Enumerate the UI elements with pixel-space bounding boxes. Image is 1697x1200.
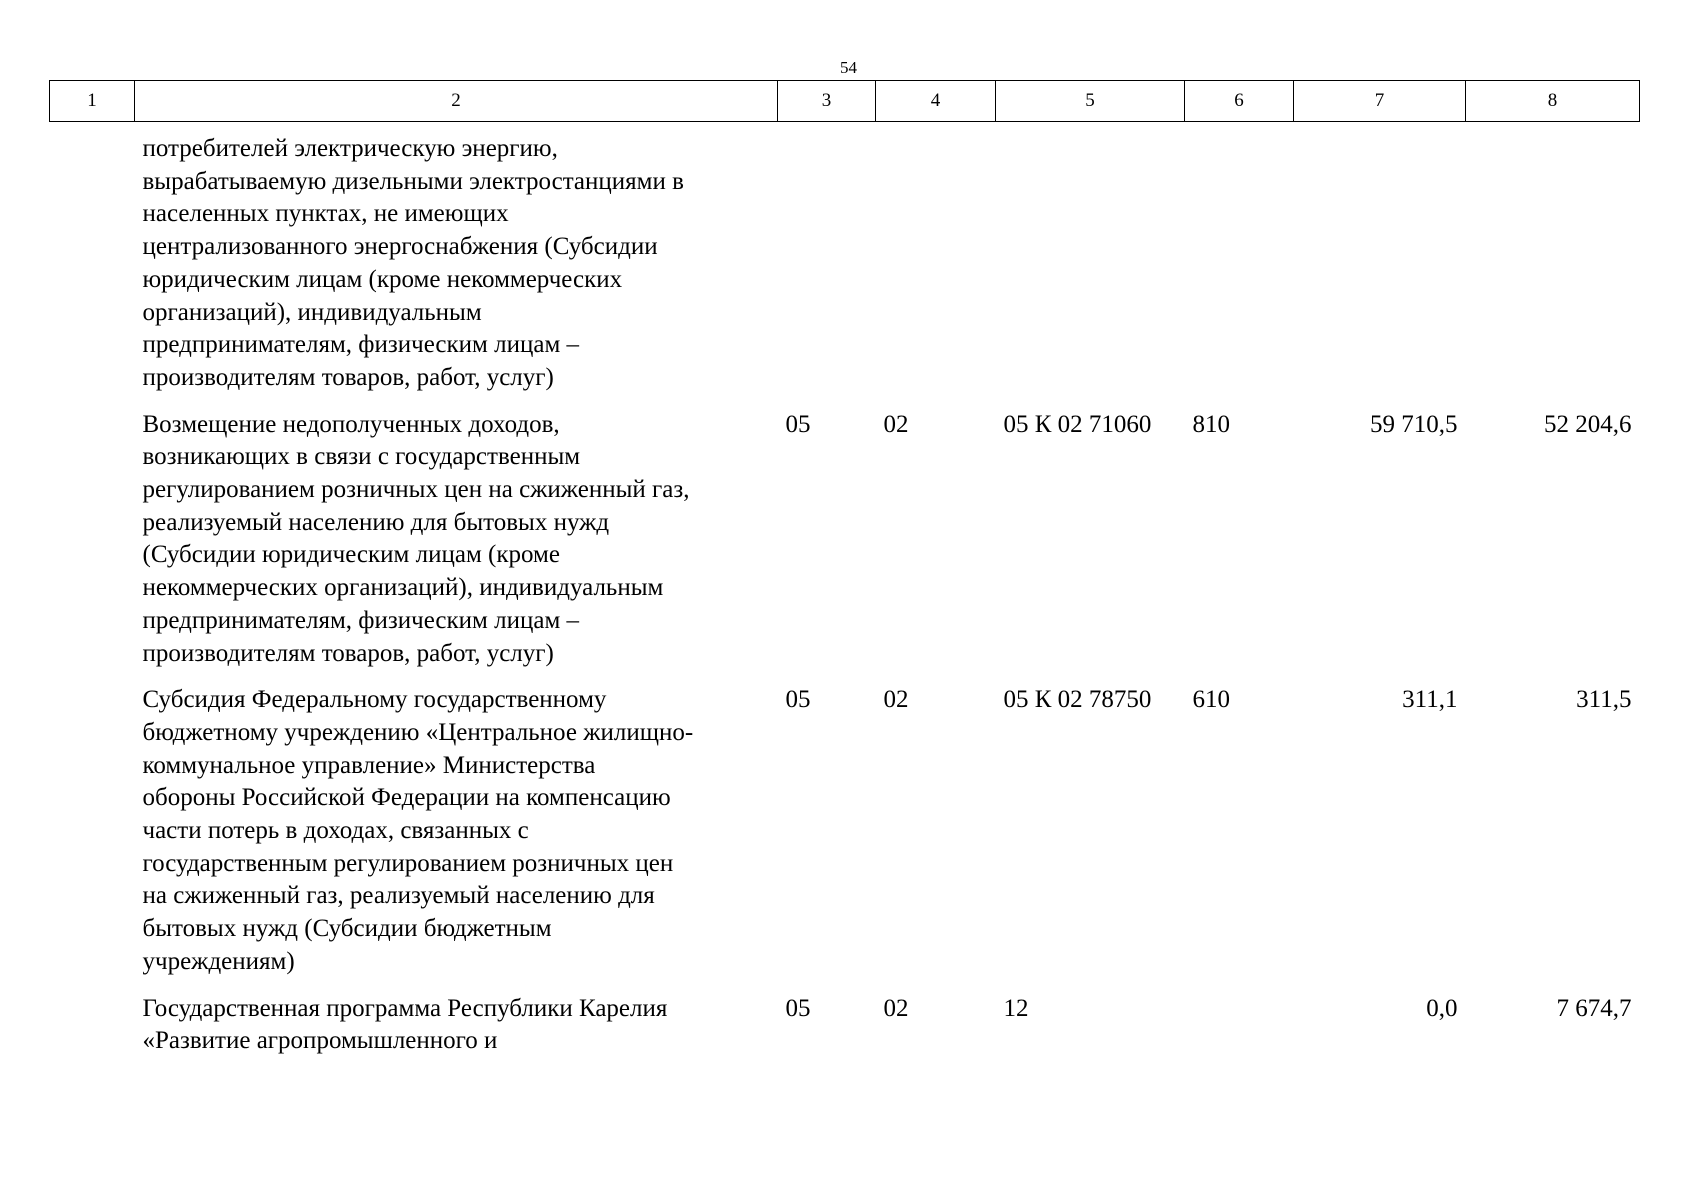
- description-line: обороны Российской Федерации на компенсацию: [142, 784, 671, 812]
- row-target-article: [996, 122, 1185, 409]
- table-row: [50, 684, 1640, 992]
- row-target-article: 12: [1003, 994, 1029, 1022]
- row-description: [135, 684, 778, 992]
- table-row: [50, 993, 1640, 1072]
- description-line: регулированием розничных цен на сжиженный газ,: [142, 476, 690, 504]
- table-row: [50, 122, 1640, 409]
- description-line: производителям товаров, работ, услуг): [142, 363, 554, 391]
- row-subsection-code: [876, 122, 996, 409]
- description-line: коммунальное управление» Министерства: [142, 751, 596, 779]
- header-col-7: 7: [1294, 81, 1466, 122]
- header-col-3: 3: [778, 81, 876, 122]
- header-col-4: 4: [876, 81, 996, 122]
- description-line: возникающих в связи с государственным: [142, 443, 581, 471]
- description-line: предпринимателям, физическим лицам –: [142, 606, 580, 634]
- row-subsection-code: 02: [883, 410, 909, 438]
- row-amount-col7: 59 710,5: [1370, 410, 1458, 438]
- description-line: бытовых нужд (Субсидии бюджетным: [142, 915, 552, 943]
- row-amount-col8: 311,5: [1576, 686, 1632, 714]
- header-col-1: 1: [50, 81, 135, 122]
- header-col-8: 8: [1466, 81, 1640, 122]
- row-expense-type: 610: [1192, 686, 1230, 714]
- description-line: организаций), индивидуальным: [142, 298, 482, 326]
- description-line: Государственная программа Республики Карелия: [142, 994, 668, 1022]
- description-line: учреждениям): [142, 947, 295, 975]
- description-line: Субсидия Федеральному государственному: [142, 686, 607, 714]
- row-col1-cell: [50, 993, 135, 1072]
- table-row: [50, 409, 1640, 685]
- row-expense-type: [1185, 122, 1294, 409]
- row-amount-col8: 7 674,7: [1556, 994, 1632, 1022]
- description-line: вырабатываемую дизельными электростанциями в: [142, 167, 684, 195]
- description-line: (Субсидии юридическим лицам (кроме: [142, 541, 560, 569]
- description-line: централизованного энергоснабжения (Субсидии: [142, 233, 658, 261]
- row-col1-cell: [50, 684, 135, 992]
- row-amount-col7: [1294, 122, 1466, 409]
- description-line: государственным регулированием розничных цен: [142, 849, 674, 877]
- description-line: «Развитие агропромышленного и: [142, 1027, 498, 1055]
- row-amount-col8: [1466, 122, 1640, 409]
- description-line: бюджетному учреждению «Центральное жилищно-: [142, 718, 694, 746]
- row-amount-col7: 0,0: [1426, 994, 1458, 1022]
- row-description: [135, 409, 778, 685]
- row-amount-col8: 52 204,6: [1544, 410, 1632, 438]
- description-line: на сжиженный газ, реализуемый населению для: [142, 882, 655, 910]
- row-section-code: 05: [785, 686, 811, 714]
- row-col1-cell: [50, 409, 135, 685]
- description-line: потребителей электрическую энергию,: [142, 135, 558, 162]
- description-line: предпринимателям, физическим лицам –: [142, 331, 580, 359]
- description-line: населенных пунктах, не имеющих: [142, 200, 509, 228]
- row-section-code: 05: [785, 994, 811, 1022]
- description-line: производителям товаров, работ, услуг): [142, 639, 554, 667]
- row-description: [135, 122, 778, 409]
- table-header-row: [50, 81, 1640, 122]
- row-target-article: 05 К 02 71060: [1003, 410, 1152, 438]
- page-number: 54: [840, 58, 857, 77]
- header-col-6: 6: [1185, 81, 1294, 122]
- row-expense-type: [1185, 993, 1294, 1072]
- row-target-article: 05 К 02 78750: [1003, 686, 1152, 714]
- header-col-5: 5: [996, 81, 1185, 122]
- description-line: части потерь в доходах, связанных с: [142, 817, 529, 845]
- row-section-code: [778, 122, 876, 409]
- budget-table: [49, 80, 1640, 1072]
- row-amount-col7: 311,1: [1402, 686, 1458, 714]
- row-expense-type: 810: [1192, 410, 1230, 438]
- description-line: некоммерческих организаций), индивидуальным: [142, 574, 664, 602]
- row-section-code: 05: [785, 410, 811, 438]
- row-description: [135, 993, 778, 1072]
- row-subsection-code: 02: [883, 686, 909, 714]
- description-line: юридическим лицам (кроме некоммерческих: [142, 265, 623, 293]
- description-line: Возмещение недополученных доходов,: [142, 410, 560, 438]
- description-line: реализуемый населению для бытовых нужд: [142, 508, 610, 536]
- row-col1-cell: [50, 122, 135, 409]
- header-col-2: 2: [135, 81, 778, 122]
- row-subsection-code: 02: [883, 994, 909, 1022]
